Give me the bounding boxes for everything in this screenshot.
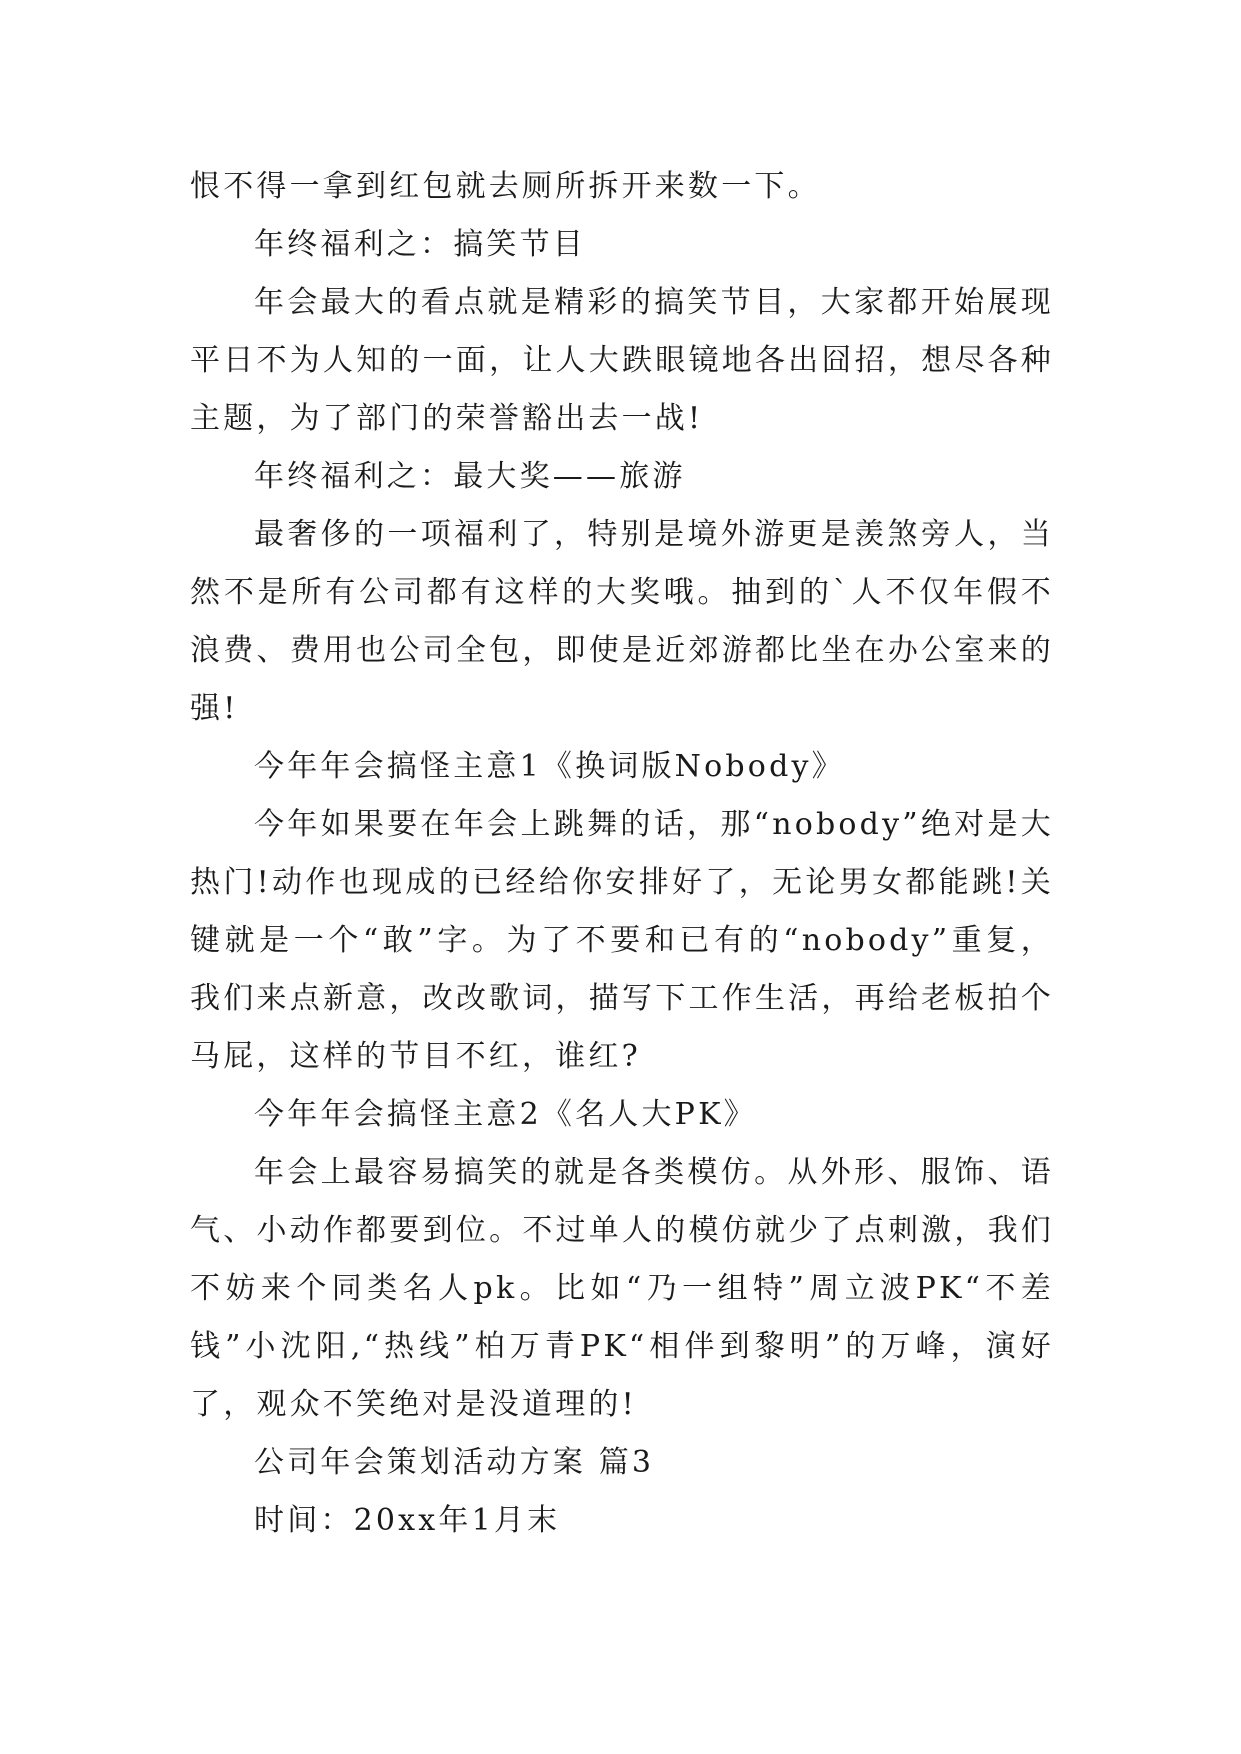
paragraph-time: 时间：20xx年1月末 <box>254 1503 561 1538</box>
paragraph-idea-2: 年会上最容易搞笑的就是各类模仿。从外形、服饰、语气、小动作都要到位。不过单人的模仿就少了点刺激，我们不妨来个同类名人pk。比如“乃一组特”周立波PK“不差钱”小沈阳,“热线”柏万青PK“相伴到黎明”的万峰，演好了，观众不笑绝对是没道理的! <box>190 1155 1054 1422</box>
heading-plan-3: 公司年会策划活动方案 篇3 <box>254 1445 655 1480</box>
paragraph-idea-1: 今年如果要在年会上跳舞的话，那“nobody”绝对是大热门!动作也现成的已经给你安排好了，无论男女都能跳!关键就是一个“敢”字。为了不要和已有的“nobody”重复，我们来点新意，改改歌词，描写下工作生活，再给老板拍个马屁，这样的节目不红，谁红? <box>190 807 1054 1074</box>
paragraph-funny-program: 年会最大的看点就是精彩的搞笑节目，大家都开始展现平日不为人知的一面，让人大跌眼镜地各出囧招，想尽各种主题，为了部门的荣誉豁出去一战! <box>190 285 1054 436</box>
document-body <box>190 158 1054 1550</box>
paragraph-continuation: 恨不得一拿到红包就去厕所拆开来数一下。 <box>190 169 821 204</box>
heading-funny-program: 年终福利之：搞笑节目 <box>254 227 586 262</box>
heading-idea-2: 今年年会搞怪主意2《名人大PK》 <box>254 1097 757 1132</box>
heading-grand-prize: 年终福利之：最大奖——旅游 <box>254 459 686 494</box>
paragraph-grand-prize: 最奢侈的一项福利了，特别是境外游更是羡煞旁人，当然不是所有公司都有这样的大奖哦。抽到的`人不仅年假不浪费、费用也公司全包，即使是近郊游都比坐在办公室来的强! <box>190 517 1054 726</box>
heading-idea-1: 今年年会搞怪主意1《换词版Nobody》 <box>254 749 845 784</box>
